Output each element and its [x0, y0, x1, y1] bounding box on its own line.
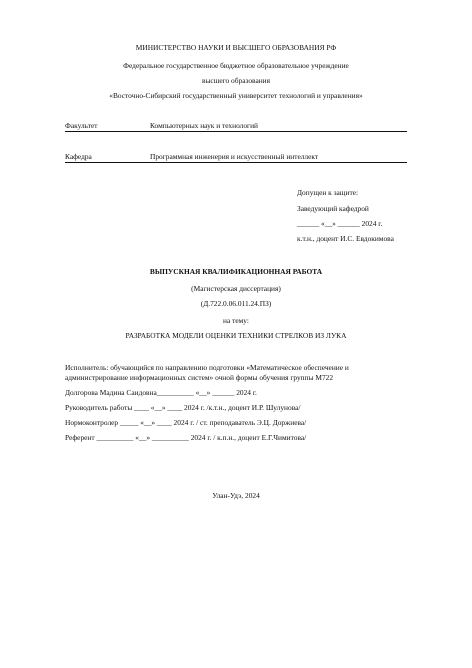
faculty-value: Компьютерных наук и технологий [150, 121, 258, 130]
department-label: Кафедра [65, 152, 92, 161]
student-signature-line: Долгорова Мадина Саидовна__________ «__» ______ 2024 г. [65, 388, 257, 397]
institution-line-2: высшего образования [201, 76, 271, 85]
work-code: (Д.722.0.06.011.24.ПЗ) [200, 299, 272, 308]
department-underline [65, 162, 407, 163]
referee-signature-line: Референт __________ «__» __________ 2024 г. / к.п.н., доцент Е.Г.Чимитова/ [65, 433, 307, 442]
supervisor-signature-line: Руководитель работы ____ «__» ____ 2024 г. /к.т.н., доцент И.Р. Шулунова/ [65, 403, 301, 412]
executor-line-2: администрирование информационных систем» очной формы обучения группы М722 [65, 373, 334, 382]
faculty-label: Факультет [65, 121, 98, 130]
department-value: Программная инженерия и искусственный интеллект [150, 152, 319, 161]
university-name: «Восточно-Сибирский государственный университет технологий и управления» [109, 91, 363, 100]
approval-signatory: к.т.н., доцент И.С. Евдокимова [297, 234, 394, 243]
approval-date: ______ «__» ______ 2024 г. [297, 219, 383, 228]
institution-line-1: Федеральное государственное бюджетное образовательное учреждение [123, 61, 349, 70]
work-title: ВЫПУСКНАЯ КВАЛИФИКАЦИОННАЯ РАБОТА [149, 267, 323, 276]
approval-admitted: Допущен к защите: [297, 188, 359, 197]
faculty-underline [65, 131, 407, 132]
topic-label: на тему: [223, 316, 249, 325]
work-type: (Магистерская диссертация) [191, 284, 281, 293]
approval-head: Заведующий кафедрой [297, 204, 369, 213]
ministry-name: МИНИСТЕРСТВО НАУКИ И ВЫСШЕГО ОБРАЗОВАНИЯ РФ [135, 43, 337, 52]
normcontroller-signature-line: Нормоконтролер _____ «__» ____ 2024 г. / ст. преподаватель Э.Ц. Доржиева/ [65, 418, 307, 427]
work-topic: РАЗРАБОТКА МОДЕЛИ ОЦЕНКИ ТЕХНИКИ СТРЕЛКОВ ИЗ ЛУКА [125, 331, 347, 340]
city-year: Улан-Удэ, 2024 [212, 491, 260, 500]
executor-line-1: Исполнитель: обучающийся по направлению подготовки «Математическое обеспечение и [65, 363, 349, 372]
